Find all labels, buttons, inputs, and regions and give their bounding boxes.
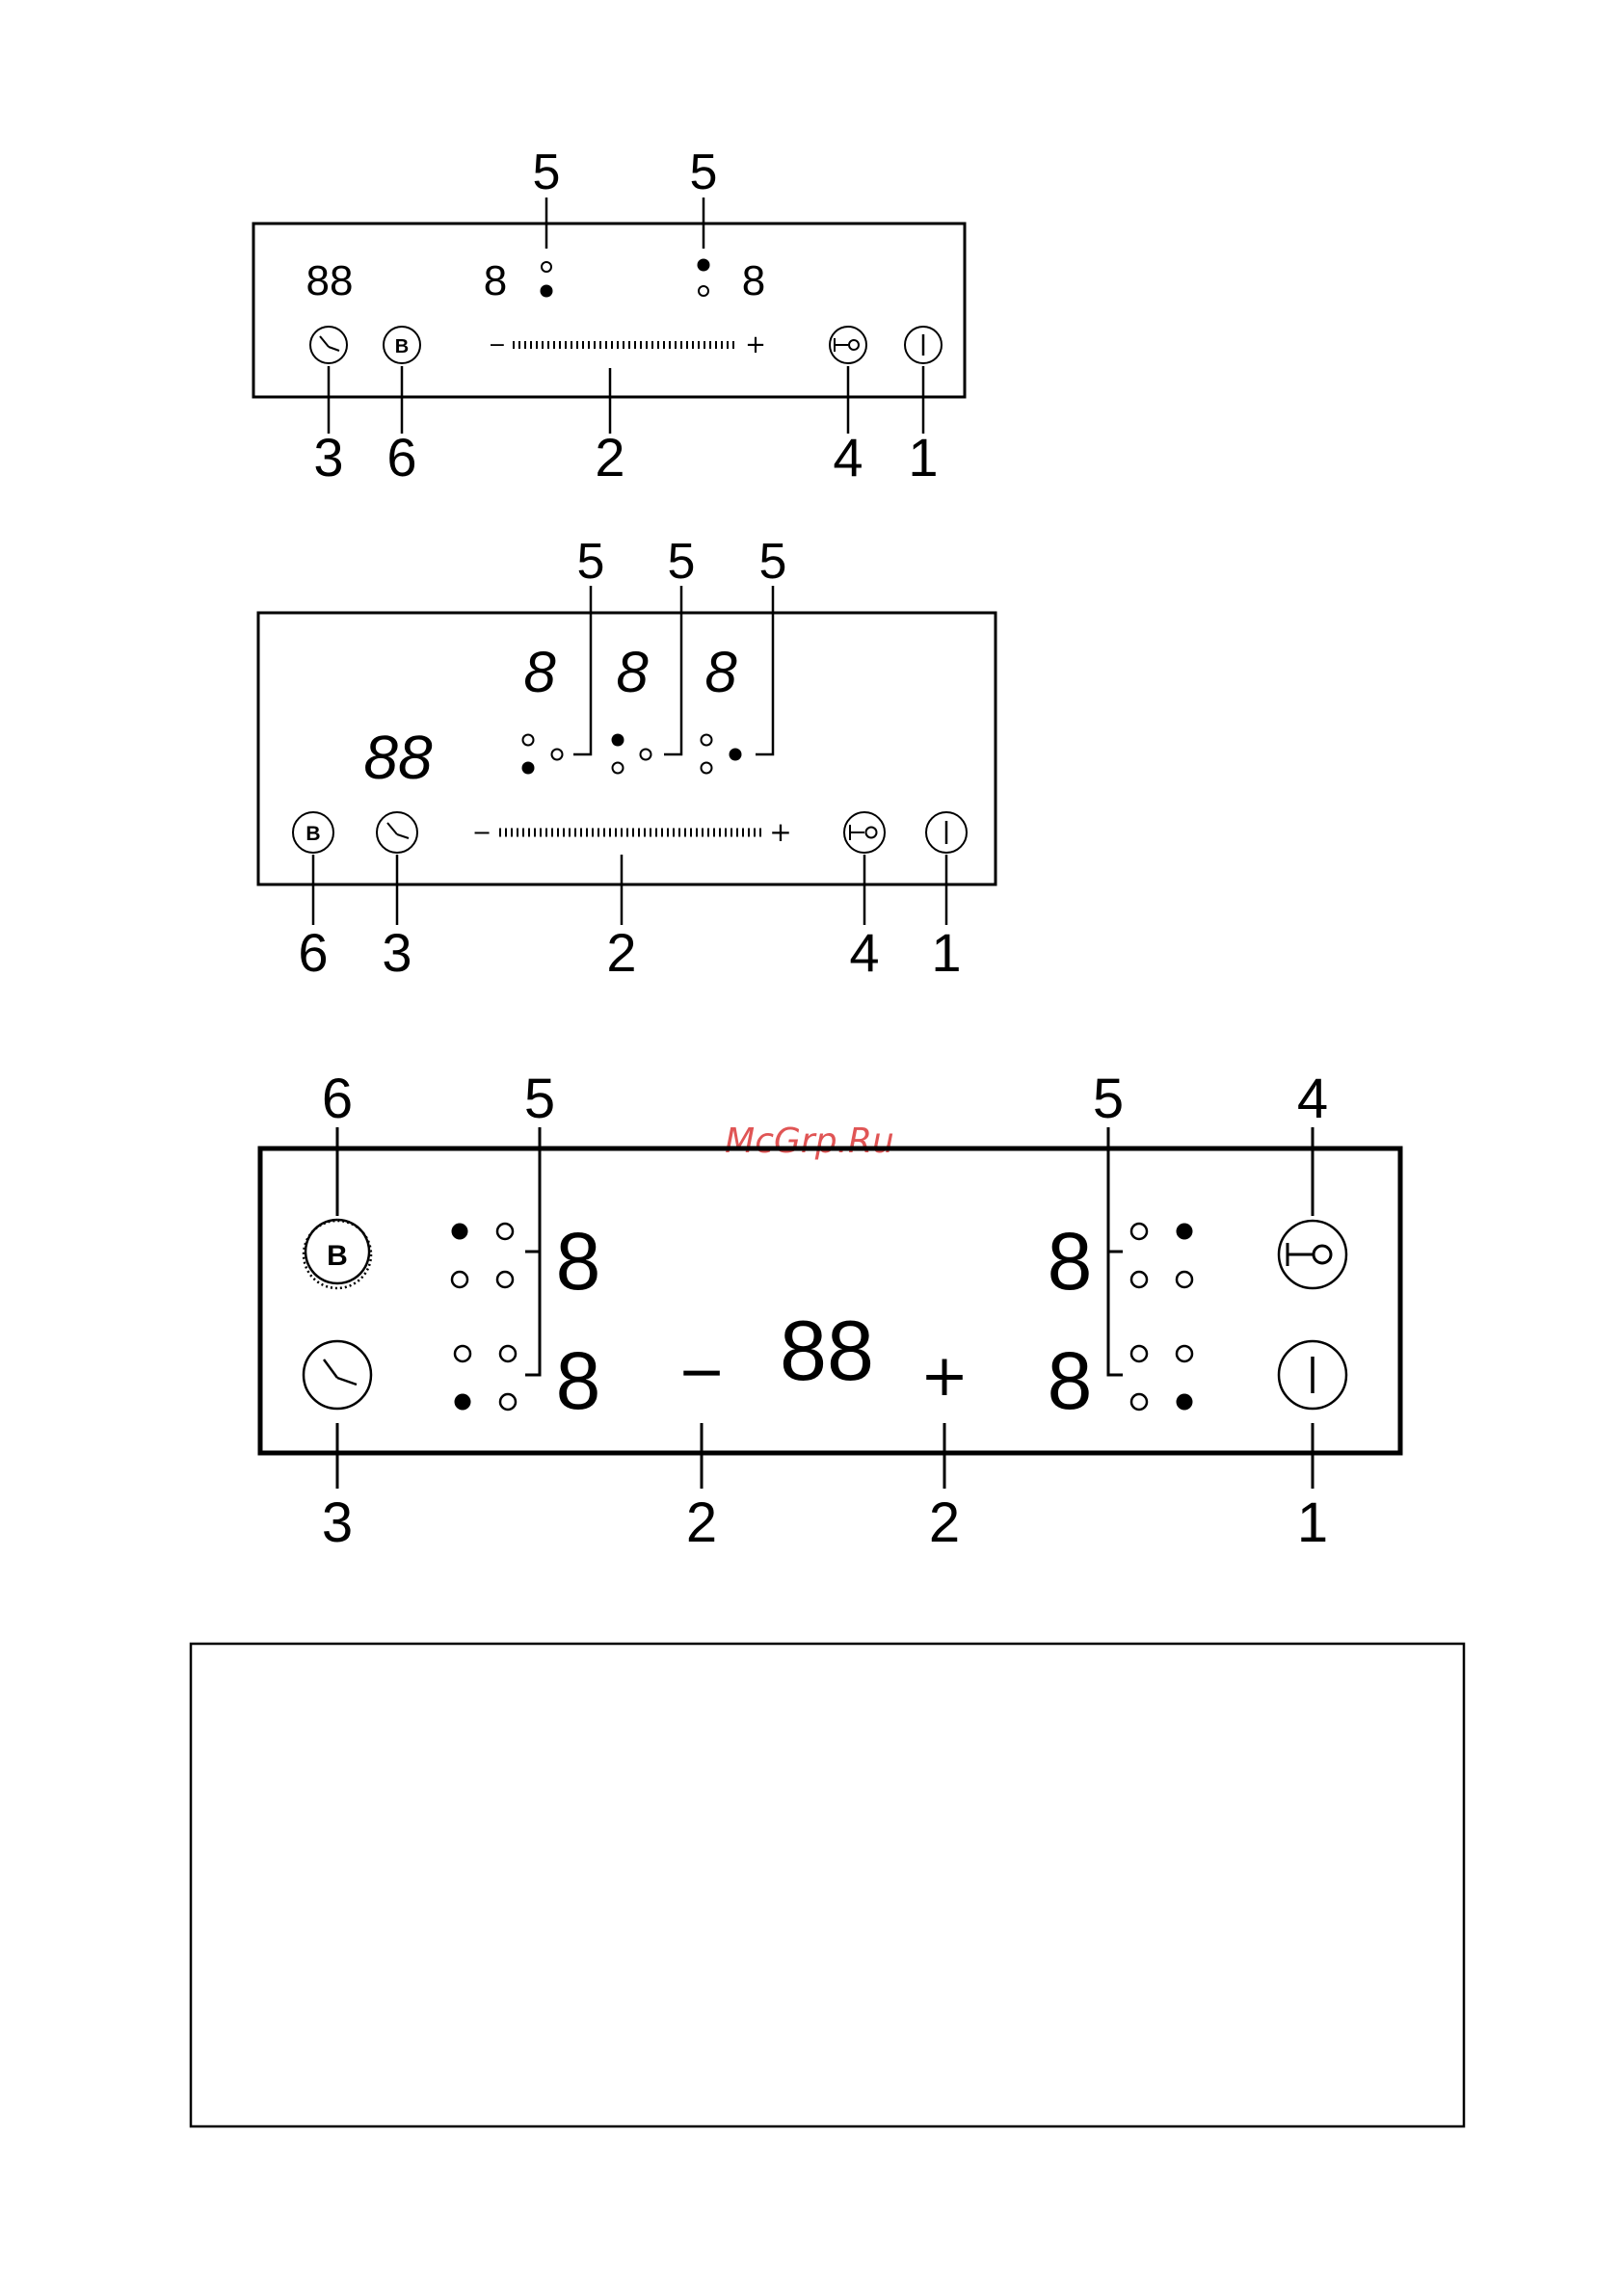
callout-5-right: 5 — [689, 145, 718, 200]
timer-display: 88 — [363, 723, 433, 792]
power-slider[interactable] — [472, 816, 792, 848]
svg-text:B: B — [327, 1240, 348, 1272]
callout-5-left: 5 — [523, 1068, 556, 1130]
svg-text:B: B — [305, 823, 321, 845]
zone-display-top-right: 8 — [1047, 1216, 1093, 1306]
power-on-off-icon[interactable] — [926, 812, 967, 853]
callout-5-right: 5 — [1092, 1068, 1125, 1130]
slider-minus-label: − — [488, 333, 507, 357]
booster-b-button[interactable] — [293, 812, 333, 853]
zone-dot-empty — [699, 286, 708, 296]
panel-small — [253, 145, 965, 488]
panel-large-frame — [260, 1148, 1400, 1453]
power-slider[interactable] — [489, 330, 766, 359]
panel-medium — [258, 534, 996, 983]
zone-dot-filled — [698, 259, 710, 272]
key-lock-icon[interactable] — [1279, 1221, 1346, 1288]
callout-1: 1 — [931, 922, 962, 983]
watermark: McGrp.Ru — [725, 1122, 894, 1161]
callout-5-a: 5 — [576, 534, 605, 590]
callout-5-left: 5 — [532, 145, 561, 200]
slider-plus-label: + — [745, 330, 766, 359]
zone-dot-empty — [542, 262, 551, 272]
callout-6: 6 — [386, 427, 417, 488]
callout-5-b: 5 — [667, 534, 696, 590]
zone-display-top-left: 8 — [555, 1216, 601, 1306]
power-on-off-icon[interactable] — [1279, 1341, 1346, 1409]
callout-1: 1 — [1296, 1491, 1329, 1554]
callout-1: 1 — [908, 427, 939, 488]
callout-3: 3 — [382, 922, 412, 983]
zone-display-right: 8 — [741, 257, 766, 304]
callout-3: 3 — [313, 427, 344, 488]
callout-6: 6 — [298, 922, 329, 983]
timer-display — [306, 257, 354, 304]
callout-4: 4 — [849, 922, 880, 983]
booster-b-button[interactable] — [304, 1220, 371, 1288]
callout-4: 4 — [1296, 1068, 1329, 1130]
callout-6: 6 — [321, 1068, 354, 1130]
timer-clock-icon[interactable] — [310, 327, 347, 363]
callout-4: 4 — [833, 427, 863, 488]
timer-display: 88 — [780, 1303, 874, 1398]
minus-button[interactable]: − — [677, 1338, 727, 1406]
plus-button[interactable]: + — [919, 1342, 969, 1410]
zone-dot-filled — [541, 285, 553, 298]
empty-note-box — [191, 1644, 1464, 2126]
booster-b-button[interactable] — [384, 327, 420, 363]
key-lock-icon[interactable] — [844, 812, 885, 853]
zone-display-2: 8 — [616, 640, 649, 704]
callout-2-plus: 2 — [928, 1491, 961, 1554]
timer-clock-icon[interactable] — [304, 1341, 371, 1409]
slider-minus-label: − — [471, 819, 492, 846]
callout-2: 2 — [606, 922, 637, 983]
callout-2: 2 — [595, 427, 625, 488]
timer-clock-icon[interactable] — [377, 812, 417, 853]
svg-text:B: B — [394, 336, 410, 357]
svg-text:88: 88 — [305, 257, 354, 304]
key-lock-icon[interactable] — [830, 327, 866, 363]
callout-2-minus: 2 — [685, 1491, 718, 1554]
zone-display-3: 8 — [704, 640, 737, 704]
zone-display-bottom-right: 8 — [1047, 1335, 1093, 1426]
callout-5-c: 5 — [758, 534, 787, 590]
power-on-off-icon[interactable] — [905, 327, 942, 363]
zone-display-left: 8 — [483, 257, 508, 304]
callout-3: 3 — [321, 1491, 354, 1554]
slider-plus-label: + — [769, 816, 792, 848]
zone-display-bottom-left: 8 — [555, 1335, 601, 1426]
zone-display-1: 8 — [523, 640, 556, 704]
